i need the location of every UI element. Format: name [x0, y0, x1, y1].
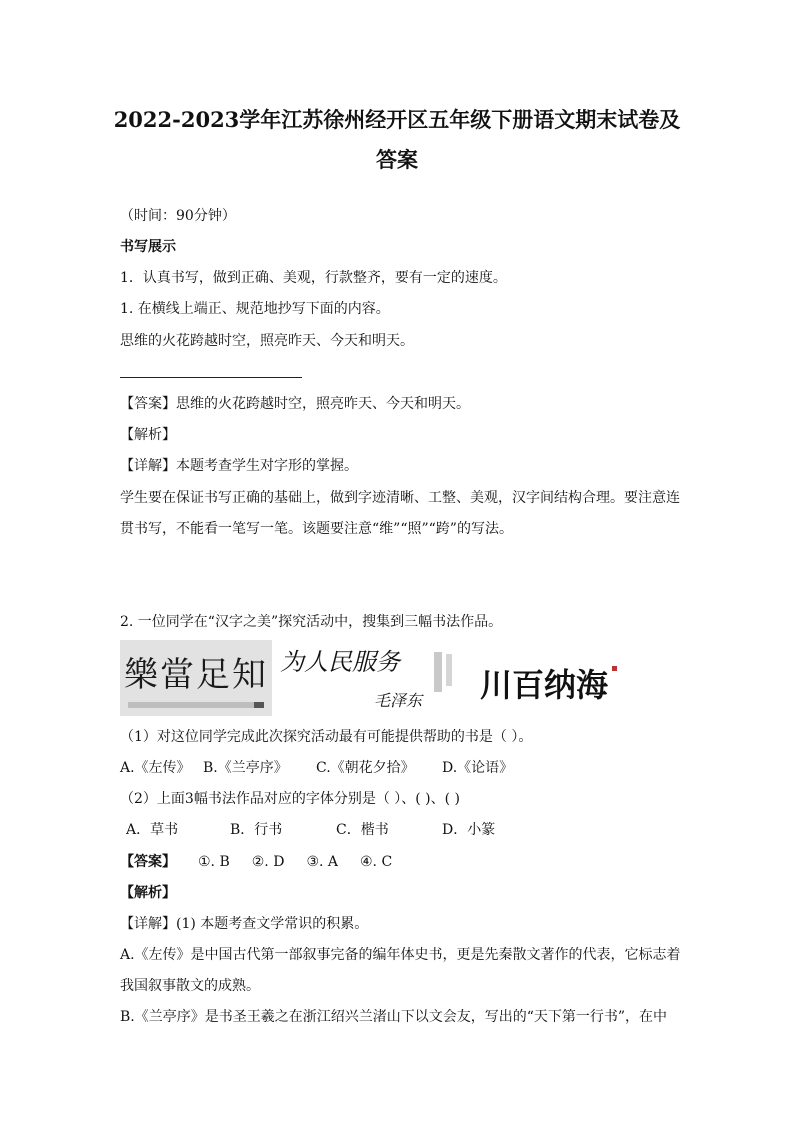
q1-detail: 【详解】本题考查学生对字形的掌握。 [120, 458, 358, 474]
writing-line [120, 377, 302, 378]
q2-sub-2: （2）上面3幅书法作品对应的字体分别是（ ）、( )、( ) [120, 791, 461, 807]
q2-options-2 [126, 820, 495, 840]
section-heading: 书写展示 [120, 239, 176, 255]
option-running: B．行书 [230, 822, 283, 838]
option-seal: D．小篆 [442, 822, 496, 838]
q2-analysis: 【解析】 [120, 885, 176, 901]
q2-a-line-1: A.《左传》是中国古代第一部叙事完备的编年体史书，更是先秦散文著作的代表，它标志着 [120, 947, 681, 963]
calligraphy-seal-script-image [120, 640, 272, 716]
option-cursive: A．草书 [126, 822, 179, 838]
q2-detail: 【详解】(1) 本题考查文学常识的积累。 [120, 916, 369, 932]
calligraphy-regular-script-image [428, 640, 628, 716]
q1-answer: 【答案】思维的火花跨越时空，照亮昨天、今天和明天。 [120, 396, 470, 412]
q2-answer-label: 【答案】 [120, 854, 176, 870]
document-title [100, 100, 694, 180]
time-note: （时间：90分钟） [120, 208, 236, 224]
option-d: D.《论语》 [442, 760, 514, 776]
q2-b-line-1: B.《兰亭序》是书圣王羲之在浙江绍兴兰渚山下以文会友，写出的“天下第一行书”，在中 [120, 1009, 668, 1025]
calligraphy-2-signature: 毛泽东 [374, 691, 423, 710]
q1-detail-line-1: 学生要在保证书写正确的基础上，做到字迹清晰、工整、美观，汉字间结构合理。要注意连 [120, 490, 680, 506]
q2-stem: 2. 一位同学在“汉字之美”探究活动中，搜集到三幅书法作品。 [120, 614, 503, 630]
option-regular: C．楷书 [336, 822, 389, 838]
q2-sub-1: （1）对这位同学完成此次探究活动最有可能提供帮助的书是（ ）。 [120, 729, 533, 745]
option-b: B.《兰亭序》 [203, 760, 288, 776]
option-a: A.《左传》 [120, 760, 191, 776]
option-c: C.《朝花夕拾》 [316, 760, 415, 776]
q1-sub: 1. 在横线上端正、规范地抄写下面的内容。 [120, 301, 390, 317]
answer-3: ③. A [306, 854, 338, 870]
calligraphy-2-text: 为人民服务 [280, 648, 400, 676]
q2-answer [120, 852, 392, 872]
answer-4: ④. C [360, 854, 393, 870]
calligraphy-1-text: 樂當足知 [124, 655, 268, 695]
q1-instruction: 1．认真书写，做到正确、美观，行款整齐，要有一定的速度。 [120, 270, 507, 286]
answer-2: ②. D [251, 854, 285, 870]
q2-a-line-2: 我国叙事散文的成熟。 [120, 978, 260, 994]
q1-analysis: 【解析】 [120, 427, 176, 443]
title-line-2: 答案 [376, 147, 418, 172]
q1-text: 思维的火花跨越时空，照亮昨天、今天和明天。 [120, 333, 414, 349]
q1-detail-line-2: 贯书写，不能看一笔写一笔。该题要注意“维”“照”“跨”的写法。 [120, 521, 513, 537]
calligraphy-cursive-image [278, 640, 426, 716]
title-line-1: 2022-2023学年江苏徐州经开区五年级下册语文期末试卷及 [113, 107, 681, 132]
q2-options-1 [120, 758, 513, 778]
answer-1: ①. B [198, 854, 230, 870]
calligraphy-3-text: 海纳百川 [479, 666, 609, 704]
